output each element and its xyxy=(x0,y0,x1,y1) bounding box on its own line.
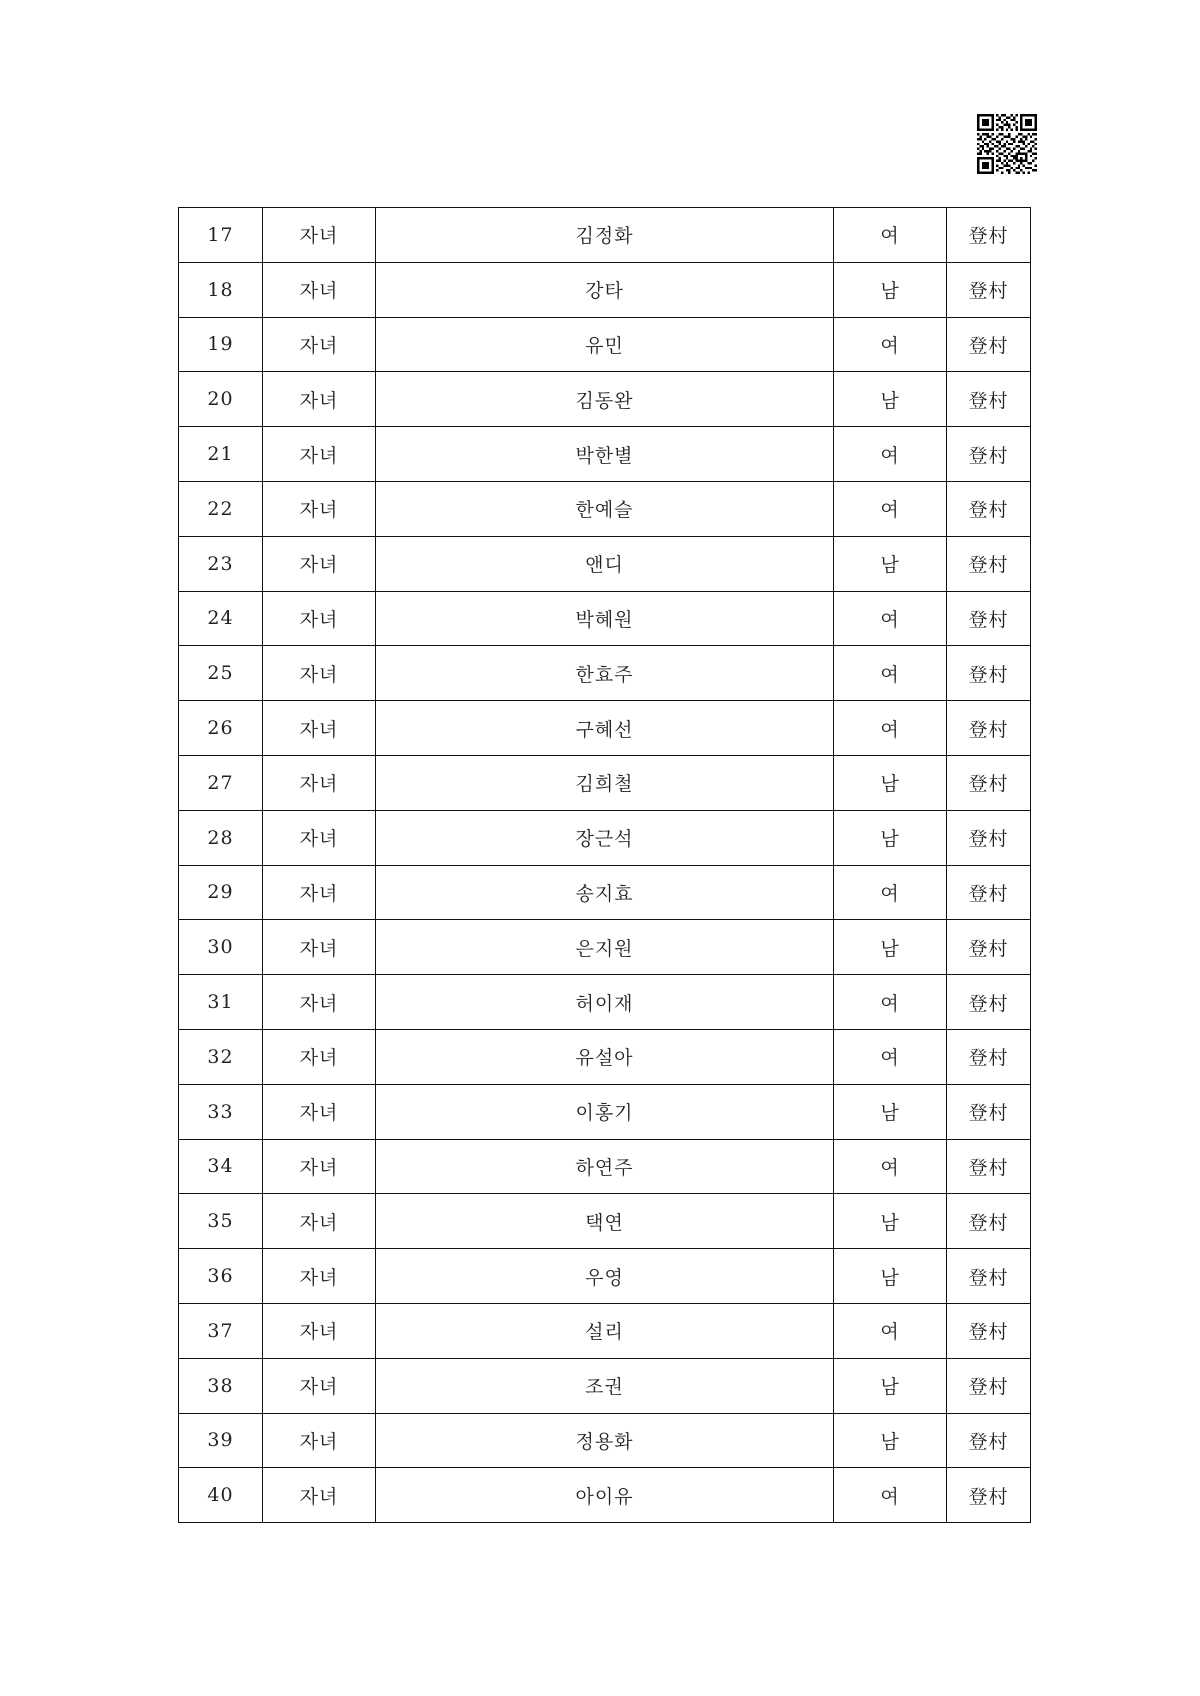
address-cell: 登村 xyxy=(947,1303,1031,1358)
qr-code-graphic xyxy=(977,114,1037,174)
name-cell: 유민 xyxy=(376,317,834,372)
address-cell: 登村 xyxy=(947,646,1031,701)
relation-cell: 자녀 xyxy=(263,1029,376,1084)
address-cell: 登村 xyxy=(947,208,1031,263)
row-number-cell: 32 xyxy=(179,1029,263,1084)
table-row xyxy=(179,262,1031,317)
name-cell: 강타 xyxy=(376,262,834,317)
sex-cell: 남 xyxy=(834,920,947,975)
name-cell: 한예슬 xyxy=(376,481,834,536)
address-cell: 登村 xyxy=(947,317,1031,372)
table-row xyxy=(179,536,1031,591)
table-row xyxy=(179,427,1031,482)
sex-cell: 여 xyxy=(834,701,947,756)
row-number-cell: 40 xyxy=(179,1468,263,1523)
sex-cell: 여 xyxy=(834,975,947,1030)
sex-cell: 남 xyxy=(834,372,947,427)
address-cell: 登村 xyxy=(947,865,1031,920)
relation-cell: 자녀 xyxy=(263,1084,376,1139)
row-number-cell: 20 xyxy=(179,372,263,427)
table-row xyxy=(179,591,1031,646)
sex-cell: 남 xyxy=(834,262,947,317)
sex-cell: 남 xyxy=(834,755,947,810)
row-number-cell: 30 xyxy=(179,920,263,975)
address-cell: 登村 xyxy=(947,1084,1031,1139)
row-number-cell: 25 xyxy=(179,646,263,701)
sex-cell: 남 xyxy=(834,1194,947,1249)
relation-cell: 자녀 xyxy=(263,208,376,263)
sex-cell: 여 xyxy=(834,1139,947,1194)
relation-cell: 자녀 xyxy=(263,427,376,482)
relation-cell: 자녀 xyxy=(263,372,376,427)
row-number-cell: 23 xyxy=(179,536,263,591)
table-row xyxy=(179,1413,1031,1468)
name-cell: 장근석 xyxy=(376,810,834,865)
sex-cell: 남 xyxy=(834,810,947,865)
table-row xyxy=(179,1139,1031,1194)
address-cell: 登村 xyxy=(947,1468,1031,1523)
relation-cell: 자녀 xyxy=(263,920,376,975)
table-row xyxy=(179,208,1031,263)
relation-cell: 자녀 xyxy=(263,317,376,372)
address-cell: 登村 xyxy=(947,372,1031,427)
row-number-cell: 17 xyxy=(179,208,263,263)
address-cell: 登村 xyxy=(947,536,1031,591)
table-row xyxy=(179,317,1031,372)
name-cell: 구혜선 xyxy=(376,701,834,756)
address-cell: 登村 xyxy=(947,262,1031,317)
relation-cell: 자녀 xyxy=(263,1249,376,1304)
address-cell: 登村 xyxy=(947,1413,1031,1468)
sex-cell: 여 xyxy=(834,646,947,701)
address-cell: 登村 xyxy=(947,1194,1031,1249)
name-cell: 이홍기 xyxy=(376,1084,834,1139)
name-cell: 우영 xyxy=(376,1249,834,1304)
table-row xyxy=(179,920,1031,975)
roster-table-body xyxy=(179,208,1031,1523)
table-row xyxy=(179,1029,1031,1084)
table-row xyxy=(179,1194,1031,1249)
relation-cell: 자녀 xyxy=(263,536,376,591)
address-cell: 登村 xyxy=(947,1358,1031,1413)
name-cell: 박혜원 xyxy=(376,591,834,646)
address-cell: 登村 xyxy=(947,755,1031,810)
sex-cell: 여 xyxy=(834,1029,947,1084)
relation-cell: 자녀 xyxy=(263,646,376,701)
row-number-cell: 29 xyxy=(179,865,263,920)
table-row xyxy=(179,646,1031,701)
address-cell: 登村 xyxy=(947,1029,1031,1084)
relation-cell: 자녀 xyxy=(263,1468,376,1523)
qr-code-icon xyxy=(977,114,1037,174)
table-row xyxy=(179,1358,1031,1413)
row-number-cell: 24 xyxy=(179,591,263,646)
sex-cell: 여 xyxy=(834,427,947,482)
table-row xyxy=(179,701,1031,756)
name-cell: 송지효 xyxy=(376,865,834,920)
address-cell: 登村 xyxy=(947,920,1031,975)
row-number-cell: 38 xyxy=(179,1358,263,1413)
name-cell: 택연 xyxy=(376,1194,834,1249)
row-number-cell: 22 xyxy=(179,481,263,536)
name-cell: 김동완 xyxy=(376,372,834,427)
relation-cell: 자녀 xyxy=(263,865,376,920)
sex-cell: 여 xyxy=(834,1468,947,1523)
sex-cell: 여 xyxy=(834,1303,947,1358)
sex-cell: 남 xyxy=(834,1413,947,1468)
name-cell: 아이유 xyxy=(376,1468,834,1523)
relation-cell: 자녀 xyxy=(263,1194,376,1249)
relation-cell: 자녀 xyxy=(263,481,376,536)
sex-cell: 남 xyxy=(834,1358,947,1413)
sex-cell: 여 xyxy=(834,481,947,536)
name-cell: 박한별 xyxy=(376,427,834,482)
row-number-cell: 35 xyxy=(179,1194,263,1249)
row-number-cell: 33 xyxy=(179,1084,263,1139)
sex-cell: 여 xyxy=(834,208,947,263)
relation-cell: 자녀 xyxy=(263,975,376,1030)
name-cell: 김희철 xyxy=(376,755,834,810)
row-number-cell: 27 xyxy=(179,755,263,810)
row-number-cell: 31 xyxy=(179,975,263,1030)
relation-cell: 자녀 xyxy=(263,810,376,865)
table-row xyxy=(179,481,1031,536)
sex-cell: 남 xyxy=(834,1084,947,1139)
name-cell: 유설아 xyxy=(376,1029,834,1084)
relation-cell: 자녀 xyxy=(263,1139,376,1194)
address-cell: 登村 xyxy=(947,975,1031,1030)
sex-cell: 남 xyxy=(834,1249,947,1304)
address-cell: 登村 xyxy=(947,427,1031,482)
row-number-cell: 18 xyxy=(179,262,263,317)
address-cell: 登村 xyxy=(947,1249,1031,1304)
address-cell: 登村 xyxy=(947,1139,1031,1194)
row-number-cell: 36 xyxy=(179,1249,263,1304)
address-cell: 登村 xyxy=(947,591,1031,646)
relation-cell: 자녀 xyxy=(263,701,376,756)
name-cell: 정용화 xyxy=(376,1413,834,1468)
roster-table xyxy=(178,207,1031,1523)
address-cell: 登村 xyxy=(947,481,1031,536)
table-row xyxy=(179,865,1031,920)
name-cell: 하연주 xyxy=(376,1139,834,1194)
table-row xyxy=(179,810,1031,865)
relation-cell: 자녀 xyxy=(263,262,376,317)
name-cell: 앤디 xyxy=(376,536,834,591)
sex-cell: 여 xyxy=(834,865,947,920)
relation-cell: 자녀 xyxy=(263,1358,376,1413)
row-number-cell: 34 xyxy=(179,1139,263,1194)
table-row xyxy=(179,975,1031,1030)
row-number-cell: 21 xyxy=(179,427,263,482)
table-row xyxy=(179,1249,1031,1304)
table-row xyxy=(179,755,1031,810)
row-number-cell: 39 xyxy=(179,1413,263,1468)
sex-cell: 여 xyxy=(834,591,947,646)
address-cell: 登村 xyxy=(947,810,1031,865)
name-cell: 김정화 xyxy=(376,208,834,263)
relation-cell: 자녀 xyxy=(263,1413,376,1468)
address-cell: 登村 xyxy=(947,701,1031,756)
relation-cell: 자녀 xyxy=(263,755,376,810)
sex-cell: 남 xyxy=(834,536,947,591)
relation-cell: 자녀 xyxy=(263,1303,376,1358)
name-cell: 한효주 xyxy=(376,646,834,701)
name-cell: 조권 xyxy=(376,1358,834,1413)
sex-cell: 여 xyxy=(834,317,947,372)
name-cell: 허이재 xyxy=(376,975,834,1030)
table-row xyxy=(179,1468,1031,1523)
table-row xyxy=(179,1084,1031,1139)
table-row xyxy=(179,372,1031,427)
row-number-cell: 19 xyxy=(179,317,263,372)
relation-cell: 자녀 xyxy=(263,591,376,646)
name-cell: 설리 xyxy=(376,1303,834,1358)
row-number-cell: 26 xyxy=(179,701,263,756)
row-number-cell: 37 xyxy=(179,1303,263,1358)
table-row xyxy=(179,1303,1031,1358)
row-number-cell: 28 xyxy=(179,810,263,865)
name-cell: 은지원 xyxy=(376,920,834,975)
